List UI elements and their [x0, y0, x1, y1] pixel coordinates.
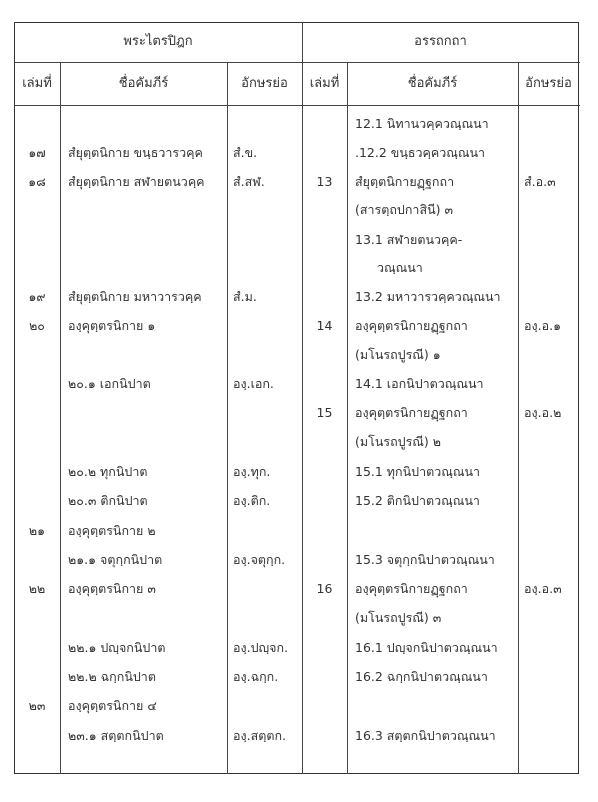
- left-title: ๒๐.๓ ติกนิปาต: [68, 493, 148, 508]
- col-header-vol-left: เล่มที่: [22, 76, 52, 91]
- col-header-name-left: ชื่อคัมภีร์: [118, 76, 169, 91]
- left-title: สํยุตฺตนิกาย ขนฺธวารวคฺค: [68, 145, 203, 160]
- left-title: องฺคุตฺตรนิกาย ๓: [68, 581, 156, 596]
- col-divider-2: [227, 62, 228, 774]
- right-title: .12.2 ขนฺธวคฺควณฺณนา: [355, 145, 486, 160]
- left-volume: ๒๑: [28, 523, 46, 538]
- left-abbreviation: สํ.สฬ.: [233, 174, 265, 189]
- right-title: 13.2 มหาวารวคฺควณฺณนา: [355, 289, 501, 304]
- table-frame: [14, 22, 579, 774]
- right-volume: 14: [316, 318, 333, 333]
- left-title: ๒๒.๑ ปญฺจกนิปาต: [68, 640, 166, 655]
- left-abbreviation: สํ.ข.: [233, 145, 258, 160]
- right-abbreviation: องฺ.อ.๓: [524, 581, 562, 596]
- left-title: องฺคุตฺตรนิกาย ๑: [68, 318, 156, 333]
- group-divider: [302, 22, 303, 774]
- left-volume: ๒๐: [29, 318, 45, 333]
- right-abbreviation: องฺ.อ.๒: [524, 405, 562, 420]
- right-title: 16.1 ปญฺจกนิปาตวณฺณนา: [355, 640, 498, 655]
- right-title: องฺคุตฺตรนิกายฏฺฐกถา: [355, 405, 468, 420]
- right-volume: 16: [316, 581, 333, 596]
- group-header-tipitaka: พระไตรปิฎก: [123, 34, 193, 49]
- left-volume: ๒๒: [28, 581, 46, 596]
- left-abbreviation: องฺ.จตุกฺก.: [233, 552, 286, 567]
- right-title: 16.2 ฉกฺกนิปาตวณฺณนา: [355, 669, 488, 684]
- right-volume: 15: [316, 405, 333, 420]
- col-divider-4: [518, 62, 519, 774]
- right-title: 15.3 จตุกฺกนิปาตวณฺณนา: [355, 552, 495, 567]
- left-title: สํยุตฺตนิกาย มหาวารวคฺค: [68, 289, 202, 304]
- right-abbreviation: องฺ.อ.๑: [524, 318, 561, 333]
- left-title: องฺคุตฺตรนิกาย ๔: [68, 698, 157, 713]
- left-volume: ๒๓: [28, 698, 46, 713]
- left-title: ๒๑.๑ จตุกฺกนิปาต: [68, 552, 163, 567]
- col-header-abbr-right: อักษรย่อ: [525, 76, 572, 91]
- left-abbreviation: องฺ.สตฺตก.: [233, 728, 286, 743]
- right-title: (มโนรถปูรณี) ๑: [355, 347, 441, 362]
- left-abbreviation: องฺ.ทุก.: [233, 464, 271, 479]
- left-title: สํยุตฺตนิกาย สฬายตนวคฺค: [68, 174, 205, 189]
- right-title: 15.1 ทุกนิปาตวณฺณนา: [355, 464, 481, 479]
- right-title: 15.2 ติกนิปาตวณฺณนา: [355, 493, 480, 508]
- right-title: 14.1 เอกนิปาตวณฺณนา: [355, 376, 484, 391]
- right-abbreviation: สํ.อ.๓: [524, 174, 556, 189]
- group-header-atthakatha: อรรถกถา: [414, 34, 467, 49]
- header-divider-2: [14, 105, 580, 106]
- left-volume: ๑๗: [28, 145, 46, 160]
- left-abbreviation: สํ.ม.: [233, 289, 257, 304]
- col-divider-1: [60, 62, 61, 774]
- right-title: สํยุตฺตนิกายฏฺฐกถา: [355, 174, 455, 189]
- right-volume: 13: [316, 174, 333, 189]
- col-header-name-right: ชื่อคัมภีร์: [407, 76, 458, 91]
- left-abbreviation: องฺ.ปญฺจก.: [233, 640, 289, 655]
- left-title: ๒๐.๒ ทุกนิปาต: [68, 464, 148, 479]
- right-title: 16.3 สตฺตกนิปาตวณฺณนา: [355, 728, 496, 743]
- col-divider-3: [347, 62, 348, 774]
- left-title: ๒๒.๒ ฉกฺกนิปาต: [68, 669, 156, 684]
- left-abbreviation: องฺ.ฉกฺก.: [233, 669, 279, 684]
- col-header-abbr-left: อักษรย่อ: [241, 76, 288, 91]
- right-title: (มโนรถปูรณี) ๓: [355, 610, 442, 625]
- left-title: ๒๐.๑ เอกนิปาต: [68, 376, 151, 391]
- right-title: (สารตฺถปกาสินี) ๓: [355, 202, 454, 217]
- left-abbreviation: องฺ.เอก.: [233, 376, 274, 391]
- right-title: องฺคุตฺตรนิกายฏฺฐกถา: [355, 318, 468, 333]
- left-volume: ๑๙: [28, 289, 46, 304]
- right-title: 13.1 สฬายตนวคฺค-: [355, 232, 463, 247]
- left-title: องฺคุตฺตรนิกาย ๒: [68, 523, 156, 538]
- left-title: ๒๓.๑ สตฺตกนิปาต: [68, 728, 164, 743]
- left-volume: ๑๘: [28, 174, 46, 189]
- col-header-vol-right: เล่มที่: [309, 76, 340, 91]
- right-title: (มโนรถปูรณี) ๒: [355, 434, 441, 449]
- right-title: องฺคุตฺตรนิกายฏฺฐกถา: [355, 581, 468, 596]
- right-title: 12.1 นิทานวคฺควณฺณนา: [355, 116, 489, 131]
- header-divider-1: [14, 62, 580, 63]
- right-title: วณฺณนา: [377, 260, 423, 275]
- left-abbreviation: องฺ.ติก.: [233, 493, 271, 508]
